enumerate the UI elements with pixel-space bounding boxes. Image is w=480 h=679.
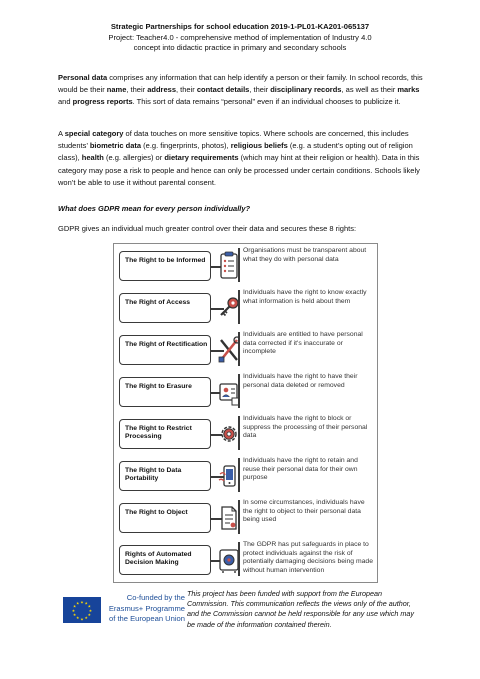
svg-text:★: ★ (84, 600, 88, 606)
personal-data-paragraph: Personal data comprises any information that can help identify a person or their family. In school records, this would be their name, their address, their contact details, their disciplinary records, as well as their marks and progress reports. This sort of data remains “personal” even if an individual chooses to publicize it. (58, 73, 423, 107)
svg-text:★: ★ (84, 615, 88, 621)
cofunded-label: Co-funded by the Erasmus+ Programme of the European Union (108, 593, 185, 624)
header-title: Strategic Partnerships for school education 2019-1-PL01-KA201-065137 (110, 22, 370, 31)
svg-text:★: ★ (80, 599, 84, 605)
funding-disclaimer: This project has been funded with support from the European Commission. This communication reflects the views only of the author, and the Commission cannot be held responsible for any use which may be made of the information contained therein. (187, 589, 414, 629)
eu-stars-icon (63, 597, 101, 623)
svg-text:★: ★ (72, 603, 77, 609)
right-description: The GDPR has put safeguards in place to protect individuals against the risk of potentially damaging decisions being made without human intervention (243, 541, 373, 574)
clipboard-icon (218, 250, 240, 282)
bracket-line (238, 332, 240, 366)
right-row (114, 286, 377, 327)
right-description: Individuals have the right to have their personal data deleted or removed (243, 373, 358, 389)
right-name: The Right to Erasure (119, 377, 211, 407)
svg-text:★: ★ (88, 607, 93, 613)
right-row (114, 538, 377, 579)
right-description: Organisations must be transparent about what they do with personal data (243, 247, 367, 263)
bracket-line (238, 500, 240, 534)
key-icon (218, 292, 240, 324)
svg-text:★: ★ (87, 612, 92, 618)
header-project-line: Project: Teacher4.0 - comprehensive method of implementation of Industry 4.0 (108, 32, 372, 42)
right-description: Individuals have the right to block or suppress the processing of their personal data (243, 415, 368, 440)
safe-icon (218, 544, 240, 576)
right-name: The Right to Data Portability (119, 461, 211, 491)
id-card-icon (218, 376, 240, 408)
right-row (114, 370, 377, 411)
right-name: The Right of Rectification (119, 335, 211, 365)
right-name: The Right to Object (119, 503, 211, 533)
eu-flag-logo (63, 597, 101, 623)
bracket-line (238, 248, 240, 282)
bracket-line (238, 374, 240, 408)
svg-text:★: ★ (76, 600, 80, 606)
gear-icon (218, 418, 240, 450)
right-row (114, 496, 377, 537)
phone-icon (218, 460, 240, 492)
right-name: The Right of Access (119, 293, 211, 323)
section-question: What does GDPR mean for every person individually? (58, 204, 251, 213)
right-description: Individuals are entitled to have personal data corrected if it's inaccurate or incomplete (243, 331, 363, 356)
bracket-line (238, 542, 240, 576)
right-name: The Right to be Informed (119, 251, 211, 281)
bracket-line (238, 458, 240, 492)
document-icon (218, 502, 240, 534)
right-row (114, 328, 377, 369)
special-category-paragraph: A special category of data touches on more sensitive topics. Where schools are concerned, this includes students’ biometric data (e.g. fingerprints, photos), religious beliefs (e.g. a student’s opting out of religion class), health (e.g. allergies) or dietary requirements (which may hint at their religion or health). Data in this category may pose a risk to people and hence can only be processed under certain conditions. Schools likely won’t be able to use it without parental consent. (58, 129, 420, 187)
right-name: Rights of Automated Decision Making (119, 545, 211, 575)
right-description: In some circumstances, individuals have the right to object to their personal data being used (243, 499, 365, 524)
right-name: The Right to Restrict Processing (119, 419, 211, 449)
tools-icon (218, 334, 240, 366)
gdpr-rights-infographic (113, 243, 378, 583)
svg-text:★: ★ (71, 607, 76, 613)
right-row (114, 244, 377, 285)
right-row (114, 412, 377, 453)
right-description: Individuals have the right to know exactly what information is held about them (243, 289, 367, 305)
rights-intro: GDPR gives an individual much greater control over their data and secures these 8 rights: (58, 224, 357, 233)
svg-text:★: ★ (72, 612, 77, 618)
document-header (0, 22, 480, 54)
svg-text:★: ★ (76, 615, 80, 621)
svg-text:★: ★ (87, 603, 92, 609)
bracket-line (238, 416, 240, 450)
right-row (114, 454, 377, 495)
header-concept-line: concept into didactic practice in primary and secondary schools (133, 43, 347, 53)
right-description: Individuals have the right to retain and reuse their personal data for their own purpose (243, 457, 358, 482)
svg-text:★: ★ (80, 616, 84, 622)
bracket-line (238, 290, 240, 324)
